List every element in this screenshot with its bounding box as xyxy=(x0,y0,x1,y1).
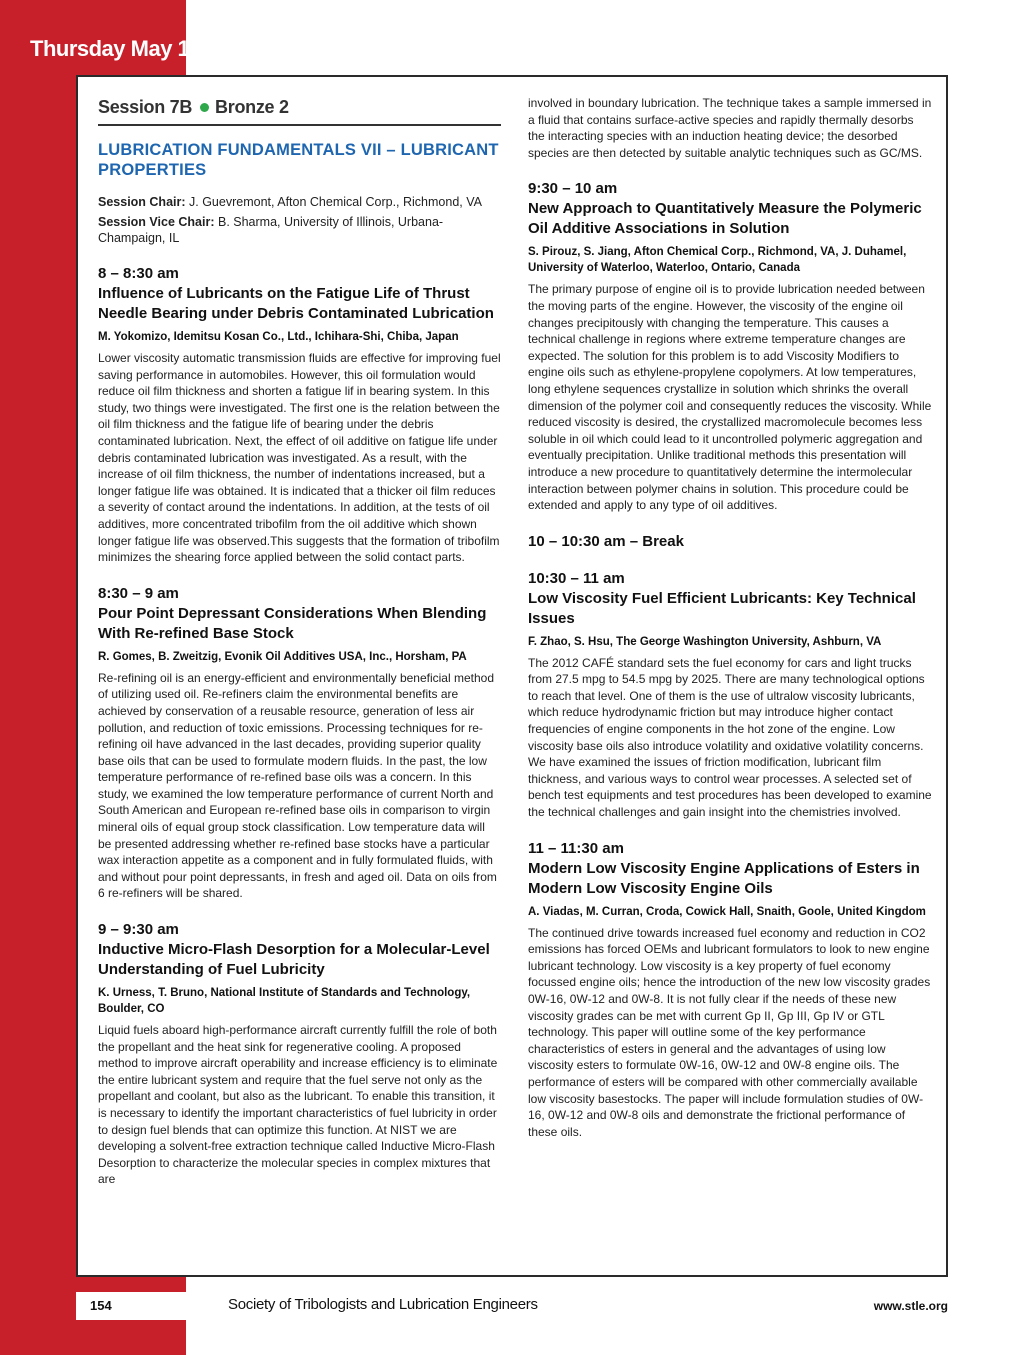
talk-title: Inductive Micro-Flash Desorption for a Molecular-Level Understanding of Fuel Lubricity xyxy=(98,941,490,979)
talk-authors: A. Viadas, M. Curran, Croda, Cowick Hall, Snaith, Goole, United Kingdom xyxy=(528,905,926,918)
talk-abstract: Lower viscosity automatic transmission fluids are effective for improving fuel saving performance in automobiles. However, this oil formulation would reduce oil film thickness and shorten a fatigue lif in bearing system. In this study, two things were investigated. The first one is the relation between the oil film thickness and the fatigue life of bearing under the debris contaminated lubrication. Next, the effect of oil additive on fatigue life under debris contaminated lubrication was investigated. As a result, with the increase of oil film thickness, the number of indentations increased, but a longer fatigue life was obtained. It is indicated that a thicker oil film reduces a severity of contact around the indentations. In addition, at the tests of oil additives, more concentrated tribofilm from the oil additive which shown longer fatigue life was observed.This suggests that the formation of tribofilm minimizes the shearing force applied between the solid contact parts. xyxy=(98,351,501,565)
talk-authors: R. Gomes, B. Zweitzig, Evonik Oil Additives USA, Inc., Horsham, PA xyxy=(98,650,467,663)
program-content-box xyxy=(76,75,948,1277)
session-room: Bronze 2 xyxy=(215,97,289,117)
talk-abstract: The primary purpose of engine oil is to provide lubrication needed between the moving parts of the engine. However, the viscosity of the engine oil changes precipitously with changing the temperature. This causes a technical challenge in regions where extreme temperature changes are expected. The solution for this problem is to add Viscosity Modifiers to engine oils such as ethylene-propylene copolymers. At low temperatures, long ethylene sequences crystallize in solution which shrinks the overall dimension of the polymer coil and consequently reduces the viscosity. While reduced viscosity is desired, the crystallized macromolecule becomes less soluble in oil which could lead to it uncontrolled polymeric aggregation and eventually precipitation. Unlike traditional methods this presentation will introduce a new procedure to quantitatively determine the intermolecular interaction between polymer chains in solution. This procedure could be extended and apply to any type of oil additives. xyxy=(528,282,932,513)
left-column xyxy=(98,97,501,1188)
talk-abstract-continued: involved in boundary lubrication. The technique takes a sample immersed in a fluid that contains surface-active species and rapidly thermally desorbs the interacting species with an induction heating device; the desorbed species are then detected by suitable analytic techniques such as GC/MS. xyxy=(528,96,932,160)
session-vice-chair-name: B. Sharma, University of Illinois, Urbana-Champaign, IL xyxy=(98,215,444,245)
day-label: Thursday May 19 xyxy=(30,36,202,61)
talk-abstract: Re-refining oil is an energy-efficient and environmentally beneficial method of utilizing used oil. Re-refiners claim the environmental benefits are achieved by conservation of a reusable resource, generation of less air pollution, and reduction of toxic emissions. Processing techniques for re-refining oil have advanced in the last decades, providing superior quality base oils that can be used to formulate modern fluids. In the past, the low temperature performance of re-refined base oils was a concern. In this study, we examined the low temperature performance of current North and South American and European re-refined base oils in comparison to virgin mineral oils of equal group stock classification. Low temperature data will be presented addressing whether re-refined base stocks have a particular wax interaction appetite as a component and in fully formulated fluids, with and without pour point depressants, in fresh and aged oil. Data on oils from 6 re-refiners will be shared. xyxy=(98,670,497,901)
session-chair-label: Session Chair: xyxy=(98,195,186,209)
session-chair xyxy=(98,194,501,210)
talk-abstract: The continued drive towards increased fuel economy and reduction in CO2 emissions has forced OEMs and lubricant formulators to look to new engine lubricant technology. Low viscosity is a key property of fuel economy focussed engine oils; hence the introduction of the new low viscosity grades 0W-16, 0W-12 and 0W-8. It is not fully clear if the needs of these new viscosity grades can be met with current Gp II, Gp III, Gp IV or GTL technology. This paper will outline some of the key performance characteristics of esters in general and the advantages of using low viscosity esters to formulate 0W-16, 0W-12 and 0W-8 engine oils. The performance of esters will be compared with other commercially available low viscosity basestocks. The paper will include formulation studies of 0W-16, 0W-12 and 0W-8 oils and demonstrate the frictional performance of these oils. xyxy=(528,925,931,1139)
bullet-dot-icon xyxy=(200,103,209,112)
talk-time: 10:30 – 11 am xyxy=(528,569,625,587)
session-title: LUBRICATION FUNDAMENTALS VII – LUBRICANT PROPERTIES xyxy=(98,141,499,179)
talk-authors: F. Zhao, S. Hsu, The George Washington University, Ashburn, VA xyxy=(528,635,882,648)
talk-2 xyxy=(98,584,501,902)
footer-organization: Society of Tribologists and Lubrication Engineers xyxy=(228,1296,538,1313)
talk-4 xyxy=(528,179,932,513)
talk-abstract: Liquid fuels aboard high-performance aircraft currently fulfill the role of both the propellant and the heat sink for regenerative cooling. A proposed method to improve aircraft operability and increase efficiency is to eliminate the entire lubricant system and require that the fuel serve not only as the propellant and coolant, but also as the lubricant. To enable this transition, it is necessary to identify the important characteristics of fuel lubricity in order to design fuel blends that can optimize this function. At NIST we are developing a solvent-free extraction technique called Inductive Micro-Flash Desorption to characterize the molecular species in complex mixtures that are xyxy=(98,1023,498,1187)
talk-time: 9 – 9:30 am xyxy=(98,921,179,939)
talk-5 xyxy=(528,569,932,821)
talk-time: 11 – 11:30 am xyxy=(528,839,624,857)
talk-abstract: The 2012 CAFÉ standard sets the fuel economy for cars and light trucks from 27.5 mpg to 54.5 mpg by 2025. There are many technological options to reach that level. One of them is the use of ultralow viscosity lubricants, which reduce hydrodynamic friction but may introduce higher contact frequencies of engine components in the hot zone of the engine. Low viscosity base oils also introduce volatility and oxidative volatility concerns. We have examined the issues of friction modification, lubricant film thickness, and various ways to control wear processes. A selected set of bench test equipments and test procedures has been developed to examine the technical challenges and gain insight into the chemistries involved. xyxy=(528,655,932,820)
talk-1 xyxy=(98,264,501,566)
talk-time: 8:30 – 9 am xyxy=(98,584,179,602)
talk-title: New Approach to Quantitatively Measure the Polymeric Oil Additive Associations in Solution xyxy=(528,200,922,238)
session-vice-chair xyxy=(98,214,501,246)
talk-title: Modern Low Viscosity Engine Applications of Esters in Modern Low Viscosity Engine Oils xyxy=(528,859,920,897)
page-number: 154 xyxy=(90,1298,112,1313)
session-chair-name: J. Guevremont, Afton Chemical Corp., Richmond, VA xyxy=(189,195,482,209)
session-code: Session 7B xyxy=(98,97,193,117)
talk-time: 9:30 – 10 am xyxy=(528,180,618,198)
talk-authors: S. Pirouz, S. Jiang, Afton Chemical Corp., Richmond, VA, J. Duhamel, University of Waterloo, Waterloo, Ontario, Canada xyxy=(528,246,907,275)
right-column xyxy=(528,95,932,1140)
talk-title: Low Viscosity Fuel Efficient Lubricants: Key Technical Issues xyxy=(528,589,916,627)
talk-title: Influence of Lubricants on the Fatigue Life of Thrust Needle Bearing under Debris Contaminated Lubrication xyxy=(98,285,494,322)
talk-time: 8 – 8:30 am xyxy=(98,265,179,282)
talk-authors: K. Urness, T. Bruno, National Institute of Standards and Technology, Boulder, CO xyxy=(98,987,471,1016)
talk-3 xyxy=(98,920,501,1188)
talk-6 xyxy=(528,839,932,1141)
session-vice-chair-label: Session Vice Chair: xyxy=(98,215,215,229)
footer-url: www.stle.org xyxy=(873,1299,948,1313)
talk-authors: M. Yokomizo, Idemitsu Kosan Co., Ltd., Ichihara-Shi, Chiba, Japan xyxy=(98,331,459,343)
session-header xyxy=(98,97,501,126)
talk-title: Pour Point Depressant Considerations When Blending With Re-refined Base Stock xyxy=(98,604,487,642)
break-line: 10 – 10:30 am – Break xyxy=(528,532,684,550)
